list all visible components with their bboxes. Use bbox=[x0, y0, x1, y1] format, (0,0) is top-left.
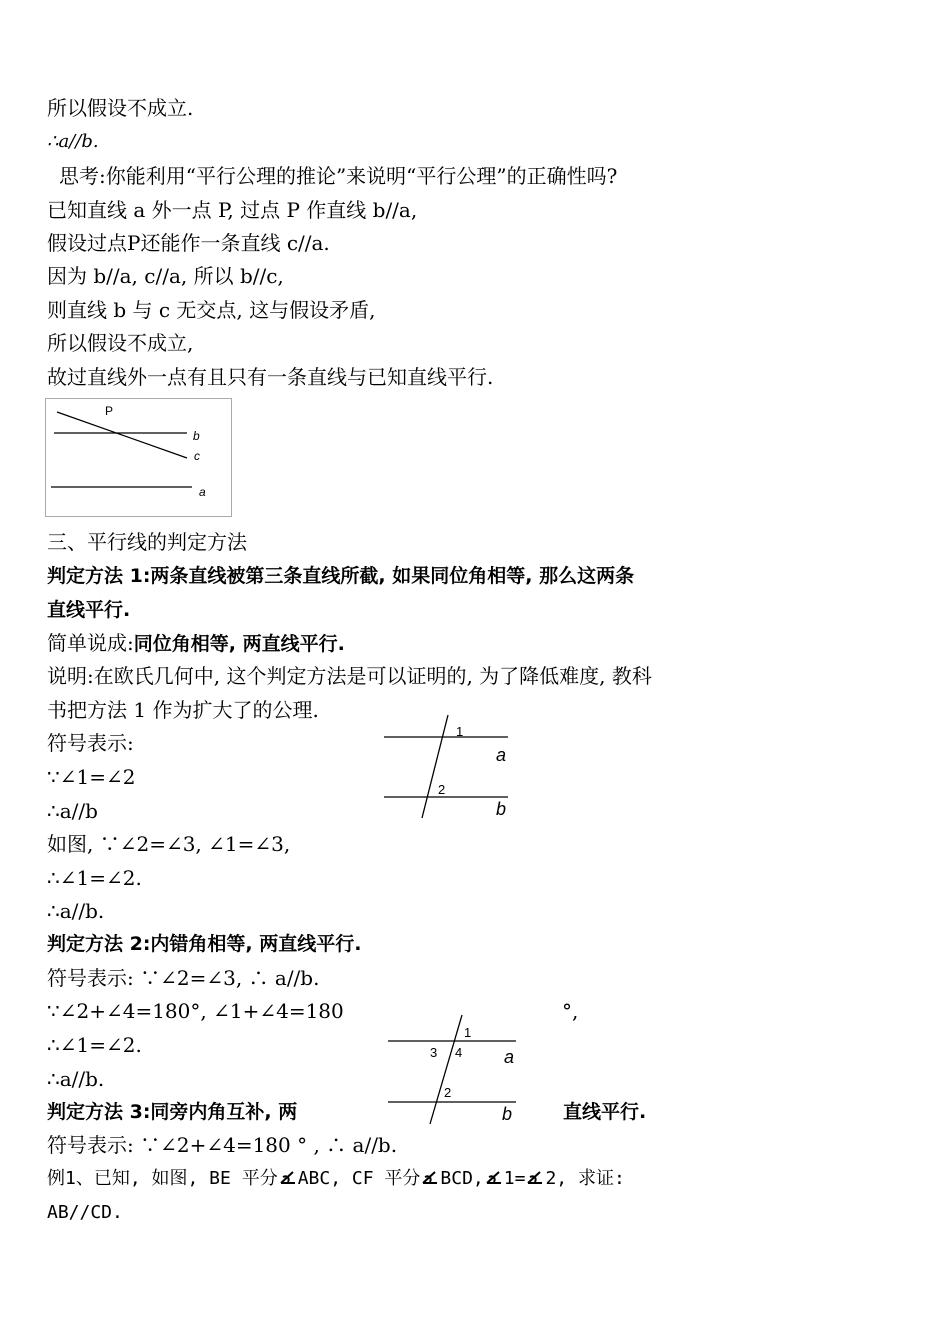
text-line: °, bbox=[562, 999, 579, 1023]
text-line: 假设过点P还能作一条直线 c//a. bbox=[47, 231, 330, 255]
text-line: ∴a//b. bbox=[47, 899, 105, 923]
example-text: 2, 求证: bbox=[545, 1168, 625, 1189]
angle-2-label: 2 bbox=[438, 782, 446, 797]
angle-symbol-icon bbox=[420, 1169, 440, 1187]
method-1-heading-cont: 直线平行. bbox=[47, 599, 131, 621]
example-text: 1= bbox=[503, 1168, 526, 1189]
text-line: ∴a//b. bbox=[47, 131, 99, 152]
text-line: 思考:你能利用“平行公理的推论”来说明“平行公理”的正确性吗? bbox=[59, 164, 618, 188]
text-line: ∵∠2+∠4=180°, ∠1+∠4=180 bbox=[47, 999, 344, 1023]
label-a: a bbox=[496, 745, 507, 765]
example-line bbox=[47, 1165, 625, 1193]
figure-parallel-postulate bbox=[45, 398, 233, 518]
method-2-heading: 判定方法 2:内错角相等, 两直线平行. bbox=[47, 933, 362, 955]
simple-prefix: 简单说成: bbox=[47, 631, 134, 655]
figure-corresponding-angles bbox=[380, 712, 520, 822]
example-text: 例1、已知, 如图, BE 平分 bbox=[47, 1168, 278, 1189]
figure-alternate-angles bbox=[384, 1012, 524, 1127]
example-line: AB//CD. bbox=[47, 1202, 123, 1223]
text-line: ∴∠1=∠2. bbox=[47, 866, 142, 890]
text-line: 书把方法 1 作为扩大了的公理. bbox=[47, 698, 319, 722]
text-line: ∴a//b. bbox=[47, 1067, 105, 1091]
label-b: b bbox=[496, 799, 507, 819]
text-line: 符号表示: ∵∠2+∠4=180 ° , ∴ a//b. bbox=[47, 1133, 398, 1157]
simple-statement bbox=[47, 629, 345, 658]
label-b: b bbox=[193, 429, 200, 443]
transversal bbox=[422, 715, 448, 818]
text-line: 因为 b//a, c//a, 所以 b//c, bbox=[47, 264, 284, 288]
text-line: 说明:在欧氏几何中, 这个判定方法是可以证明的, 为了降低难度, 教科 bbox=[47, 664, 652, 688]
example-text: BCD, bbox=[440, 1168, 484, 1189]
angle-3-label: 3 bbox=[430, 1045, 438, 1060]
text-line: ∴a//b bbox=[47, 799, 98, 823]
text-line: 则直线 b 与 c 无交点, 这与假设矛盾, bbox=[47, 298, 376, 322]
label-a: a bbox=[504, 1047, 515, 1067]
transversal bbox=[430, 1015, 462, 1124]
text-line: 符号表示: ∵∠2=∠3, ∴ a//b. bbox=[47, 966, 320, 990]
label-b: b bbox=[502, 1104, 513, 1124]
angle-symbol-icon bbox=[525, 1169, 545, 1187]
text-line: 所以假设不成立. bbox=[47, 96, 194, 120]
text-line: 已知直线 a 外一点 P, 过点 P 作直线 b//a, bbox=[47, 198, 418, 222]
example-text: ABC, CF 平分 bbox=[297, 1168, 421, 1189]
method-1-heading: 判定方法 1:两条直线被第三条直线所截, 如果同位角相等, 那么这两条 bbox=[47, 565, 635, 587]
section-heading: 三、平行线的判定方法 bbox=[47, 530, 247, 554]
text-line: ∵∠1=∠2 bbox=[47, 765, 136, 789]
angle-1-label: 1 bbox=[464, 1025, 472, 1040]
label-c: c bbox=[194, 449, 200, 463]
text-line: 故过直线外一点有且只有一条直线与已知直线平行. bbox=[47, 365, 494, 389]
text-line: ∴∠1=∠2. bbox=[47, 1033, 142, 1057]
angle-symbol-icon bbox=[484, 1169, 504, 1187]
text-line: 如图, ∵∠2=∠3, ∠1=∠3, bbox=[47, 832, 291, 856]
angle-4-label: 4 bbox=[455, 1045, 463, 1060]
simple-bold: 同位角相等, 两直线平行. bbox=[133, 633, 345, 655]
text-line: 符号表示: bbox=[47, 731, 134, 755]
label-P: P bbox=[105, 404, 114, 418]
method-3-heading: 判定方法 3:同旁内角互补, 两 bbox=[47, 1101, 298, 1123]
method-3-heading-cont: 直线平行. bbox=[563, 1101, 647, 1123]
label-a: a bbox=[199, 485, 206, 499]
angle-symbol-icon bbox=[278, 1169, 298, 1187]
angle-2-label: 2 bbox=[444, 1085, 452, 1100]
text-line: 所以假设不成立, bbox=[47, 331, 194, 355]
angle-1-label: 1 bbox=[456, 724, 464, 739]
